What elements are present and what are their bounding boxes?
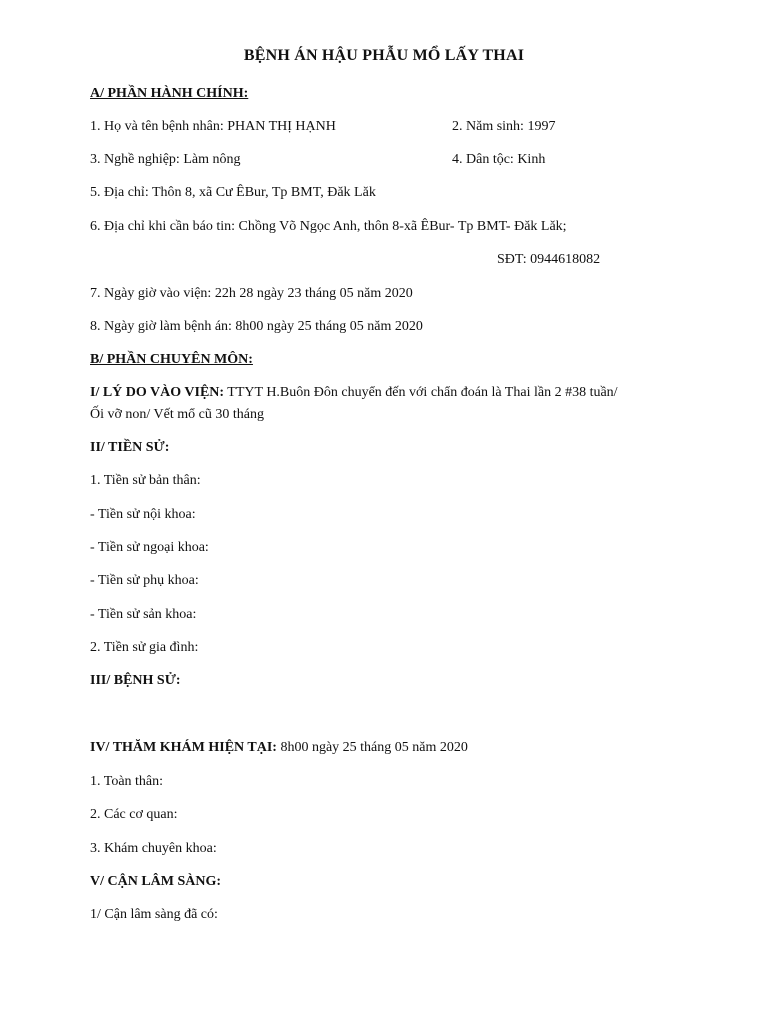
exam-item-specialty: 3. Khám chuyên khoa: [90,841,217,856]
admission-reason-continued: Ối vỡ non/ Vết mổ cũ 30 tháng [90,407,264,422]
contact-address: 6. Địa chỉ khi cần báo tin: Chồng Võ Ngọc Anh, thôn 8-xã ÊBur- Tp BMT- Đăk Lăk; [90,219,567,234]
record-time: 8. Ngày giờ làm bệnh án: 8h00 ngày 25 tháng 05 năm 2020 [90,319,423,334]
ethnicity: 4. Dân tộc: Kinh [452,152,546,167]
current-exam-label: IV/ THĂM KHÁM HIỆN TẠI: [90,740,277,755]
history-heading: II/ TIỀN SỬ: [90,440,170,455]
admission-reason-text: TTYT H.Buôn Đôn chuyển đến với chẩn đoán là Thai lần 2 #38 tuần/ [224,385,618,400]
occupation: 3. Nghề nghiệp: Làm nông [90,152,241,167]
section-b-heading: B/ PHẦN CHUYÊN MÔN: [90,352,253,367]
document-title: BỆNH ÁN HẬU PHẪU MỔ LẤY THAI [243,47,525,64]
section-a-heading: A/ PHẦN HÀNH CHÍNH: [90,86,249,101]
history-item-surgical: - Tiền sử ngoại khoa: [90,540,209,555]
history-item-personal: 1. Tiền sử bản thân: [90,473,201,488]
contact-phone: SĐT: 0944618082 [497,252,601,267]
exam-item-general: 1. Toàn thân: [90,774,164,789]
birth-year: 2. Năm sinh: 1997 [452,119,556,134]
admission-reason [90,384,618,402]
lab-item-existing: 1/ Cận lâm sàng đã có: [90,907,218,922]
history-item-family: 2. Tiền sử gia đình: [90,640,199,655]
current-exam [90,739,468,757]
patient-name: 1. Họ và tên bệnh nhân: PHAN THỊ HẠNH [90,119,336,134]
exam-item-organs: 2. Các cơ quan: [90,807,178,822]
current-exam-time: 8h00 ngày 25 tháng 05 năm 2020 [276,740,468,755]
history-item-internal: - Tiền sử nội khoa: [90,507,196,522]
illness-history-heading: III/ BỆNH SỬ: [90,673,181,688]
history-item-obstetric: - Tiền sử sản khoa: [90,607,197,622]
admission-reason-label: I/ LÝ DO VÀO VIỆN: [90,385,225,400]
admission-time: 7. Ngày giờ vào viện: 22h 28 ngày 23 tháng 05 năm 2020 [90,286,413,301]
address: 5. Địa chỉ: Thôn 8, xã Cư ÊBur, Tp BMT, Đăk Lăk [90,185,376,200]
history-item-gynecologic: - Tiền sử phụ khoa: [90,573,199,588]
lab-heading: V/ CẬN LÂM SÀNG: [90,874,222,889]
